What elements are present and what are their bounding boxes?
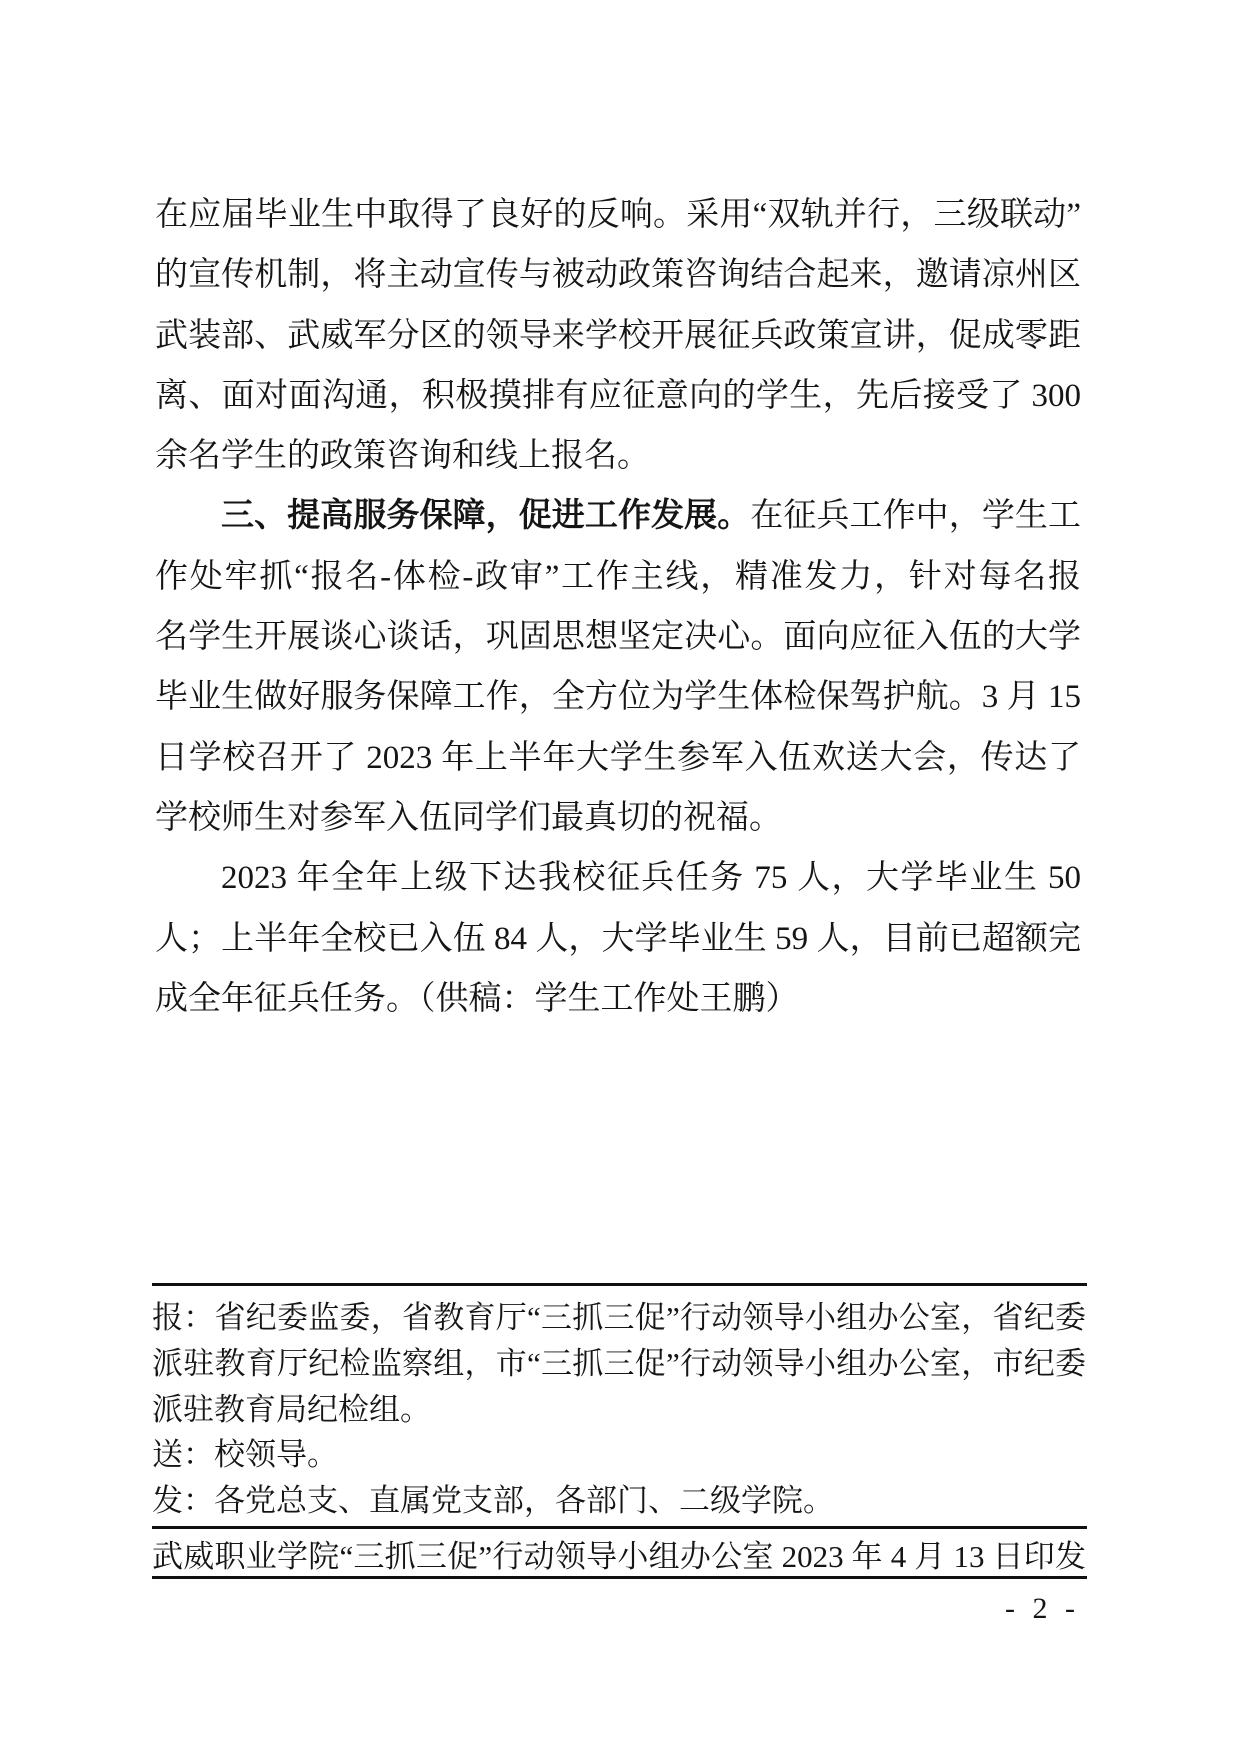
distribution-notes bbox=[152, 1295, 1086, 1524]
document-body bbox=[155, 185, 1081, 1029]
text-run: 发：各党总支、直属党支部，各部门、二级学院。 bbox=[152, 1483, 834, 1519]
issuer-separator-line-top bbox=[152, 1526, 1087, 1529]
text-line bbox=[155, 728, 1081, 788]
text-line bbox=[155, 185, 1081, 245]
text-line bbox=[152, 1387, 1086, 1433]
text-line bbox=[152, 1295, 1086, 1341]
text-run: 派驻教育厅纪检监察组，市“三抓三促”行动领导小组办公室，市纪委 bbox=[152, 1345, 1086, 1381]
issuer-separator-line-bottom bbox=[152, 1576, 1087, 1579]
bold-text-run: 三、提高服务保障，促进工作发展。 bbox=[221, 498, 751, 535]
text-line bbox=[152, 1540, 1086, 1574]
text-line bbox=[155, 667, 1081, 727]
text-run: 日学校召开了 2023 年上半年大学生参军入伍欢送大会，传达了 bbox=[155, 739, 1081, 776]
text-line bbox=[155, 848, 1081, 908]
text-line bbox=[155, 909, 1081, 969]
text-line bbox=[155, 306, 1081, 366]
text-run: 人；上半年全校已入伍 84 人，大学毕业生 59 人，目前已超额完 bbox=[155, 920, 1082, 957]
text-run: 的宣传机制，将主动宣传与被动政策咨询结合起来，邀请凉州区 bbox=[155, 257, 1081, 294]
footer-separator-line-top bbox=[152, 1283, 1087, 1286]
text-run: 成全年征兵任务。（供稿：学生工作处王鹏） bbox=[155, 980, 799, 1017]
text-run: 作处牢抓“报名-体检-政审”工作主线，精准发力，针对每名报 bbox=[155, 558, 1081, 595]
text-run: 学校师生对参军入伍同学们最真切的祝福。 bbox=[155, 799, 782, 836]
text-run: 派驻教育局纪检组。 bbox=[152, 1391, 431, 1427]
text-run: 武装部、武威军分区的领导来学校开展征兵政策宣讲，促成零距 bbox=[155, 317, 1081, 354]
text-run: 毕业生做好服务保障工作，全方位为学生体检保驾护航。3 月 15 bbox=[155, 679, 1081, 716]
text-line bbox=[155, 486, 1081, 546]
text-line bbox=[155, 547, 1081, 607]
text-line bbox=[155, 366, 1081, 426]
text-run: 离、面对面沟通，积极摸排有应征意向的学生，先后接受了 300 bbox=[155, 377, 1081, 414]
text-run: 余名学生的政策咨询和线上报名。 bbox=[155, 438, 650, 475]
text-run: 名学生开展谈心谈话，巩固思想坚定决心。面向应征入伍的大学 bbox=[155, 619, 1081, 656]
text-line bbox=[155, 245, 1081, 305]
text-line bbox=[155, 969, 1081, 1029]
page-number: - 2 - bbox=[1005, 1592, 1080, 1625]
text-line bbox=[152, 1432, 1086, 1478]
text-run: 在应届毕业生中取得了良好的反响。采用“双轨并行，三级联动” bbox=[155, 197, 1081, 233]
text-line bbox=[155, 426, 1081, 486]
text-line bbox=[155, 607, 1081, 667]
text-run: 报：省纪委监委，省教育厅“三抓三促”行动领导小组办公室，省纪委 bbox=[152, 1300, 1086, 1335]
text-line bbox=[152, 1341, 1086, 1387]
text-run: 送：校领导。 bbox=[152, 1437, 338, 1473]
issuer-print-line bbox=[152, 1540, 1086, 1574]
text-run: 2023 年全年上级下达我校征兵任务 75 人，大学毕业生 50 bbox=[221, 860, 1081, 897]
text-run: 在征兵工作中，学生工 bbox=[750, 498, 1082, 535]
text-line bbox=[155, 788, 1081, 848]
text-run: 武威职业学院“三抓三促”行动领导小组办公室 2023 年 4 月 13 日印发 bbox=[152, 1539, 1086, 1574]
text-line bbox=[152, 1478, 1086, 1524]
